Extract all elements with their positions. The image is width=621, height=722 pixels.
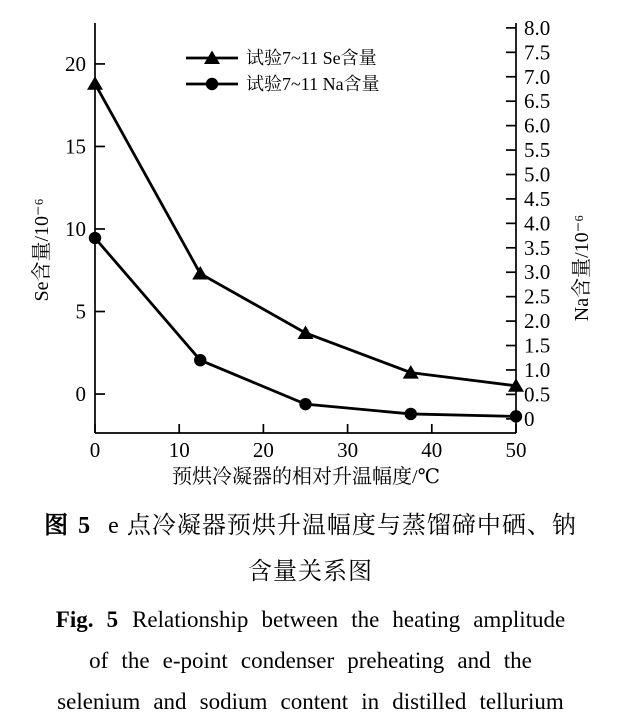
caption-english (0, 599, 621, 722)
y-right-tick-label: 2.5 (524, 284, 551, 309)
series-se-marker (192, 266, 208, 280)
legend-circle-icon (206, 78, 218, 90)
x-axis-title: 预烘冷凝器的相对升温幅度/℃ (172, 466, 440, 488)
series-se-marker (87, 76, 103, 90)
series-na-marker (194, 354, 206, 366)
y-right-tick-label: 4.0 (524, 211, 551, 236)
caption-zh-text1: e 点冷凝器预烘升温幅度与蒸馏碲中硒、钠 (108, 513, 577, 539)
series-na-marker (405, 408, 417, 420)
y-right-tick-label: 7.5 (524, 40, 551, 65)
y-right-tick-label: 0 (524, 406, 535, 431)
series-na-marker (89, 232, 101, 244)
y-right-tick-label: 7.0 (524, 64, 551, 89)
y-left-tick-label: 15 (65, 134, 86, 159)
caption-zh-line1 (0, 503, 621, 549)
y-right-tick-label: 3.0 (524, 260, 551, 285)
x-tick-label: 20 (252, 438, 274, 462)
caption-en-label: Fig. 5 (55, 607, 119, 632)
y-right-tick-label: 2.0 (524, 309, 551, 334)
caption-zh-line2: 含量关系图 (248, 559, 373, 585)
y-right-tick-label: 5.0 (524, 162, 551, 187)
legend (186, 48, 380, 94)
x-tick-label: 30 (337, 438, 359, 462)
x-tick-label: 0 (89, 438, 101, 462)
y-left-tick-label: 0 (75, 382, 86, 407)
legend-label: 试验7~11 Na含量 (246, 74, 380, 94)
series-na-marker (299, 398, 311, 410)
caption-en-text1: Relationship between the heating amplitude (132, 607, 566, 632)
caption-en-line3: selenium and sodium content in distilled tellurium (57, 689, 564, 714)
y-right-tick-label: 4.5 (524, 186, 551, 211)
series-se-line (95, 84, 516, 386)
y-right-tick-label: 8.0 (524, 15, 551, 40)
y-left-tick-label: 10 (65, 216, 86, 241)
series-se (87, 76, 524, 392)
legend-item-na (186, 74, 380, 94)
series-na-marker (510, 410, 522, 422)
caption-zh-label: 图 5 (44, 513, 93, 539)
x-tick-label: 40 (421, 438, 443, 462)
legend-item-se (186, 48, 377, 68)
legend-label: 试验7~11 Se含量 (246, 48, 377, 68)
y-right-tick-label: 6.5 (524, 89, 551, 114)
y-right-tick-label: 6.0 (524, 113, 551, 138)
caption-en-line1 (0, 599, 621, 640)
y-right-tick-label: 3.5 (524, 235, 551, 260)
y-left-tick-label: 5 (75, 299, 86, 324)
y-left-tick-label: 20 (65, 51, 86, 76)
caption-en-line2: of the e-point condenser preheating and the (89, 648, 532, 673)
y-right-tick-label: 0.5 (524, 382, 551, 407)
y-axis-right-title: Na含量/10⁻⁶ (571, 214, 593, 322)
y-right-tick-label: 1.0 (524, 357, 551, 382)
y-right-tick-label: 1.5 (524, 333, 551, 358)
y-axis-left-title: Se含量/10⁻⁶ (31, 198, 53, 302)
caption-chinese (0, 503, 621, 595)
x-tick-label: 10 (168, 438, 190, 462)
y-right-tick-label: 5.5 (524, 138, 551, 163)
x-tick-label: 50 (505, 438, 527, 462)
series-se-marker (298, 325, 314, 339)
